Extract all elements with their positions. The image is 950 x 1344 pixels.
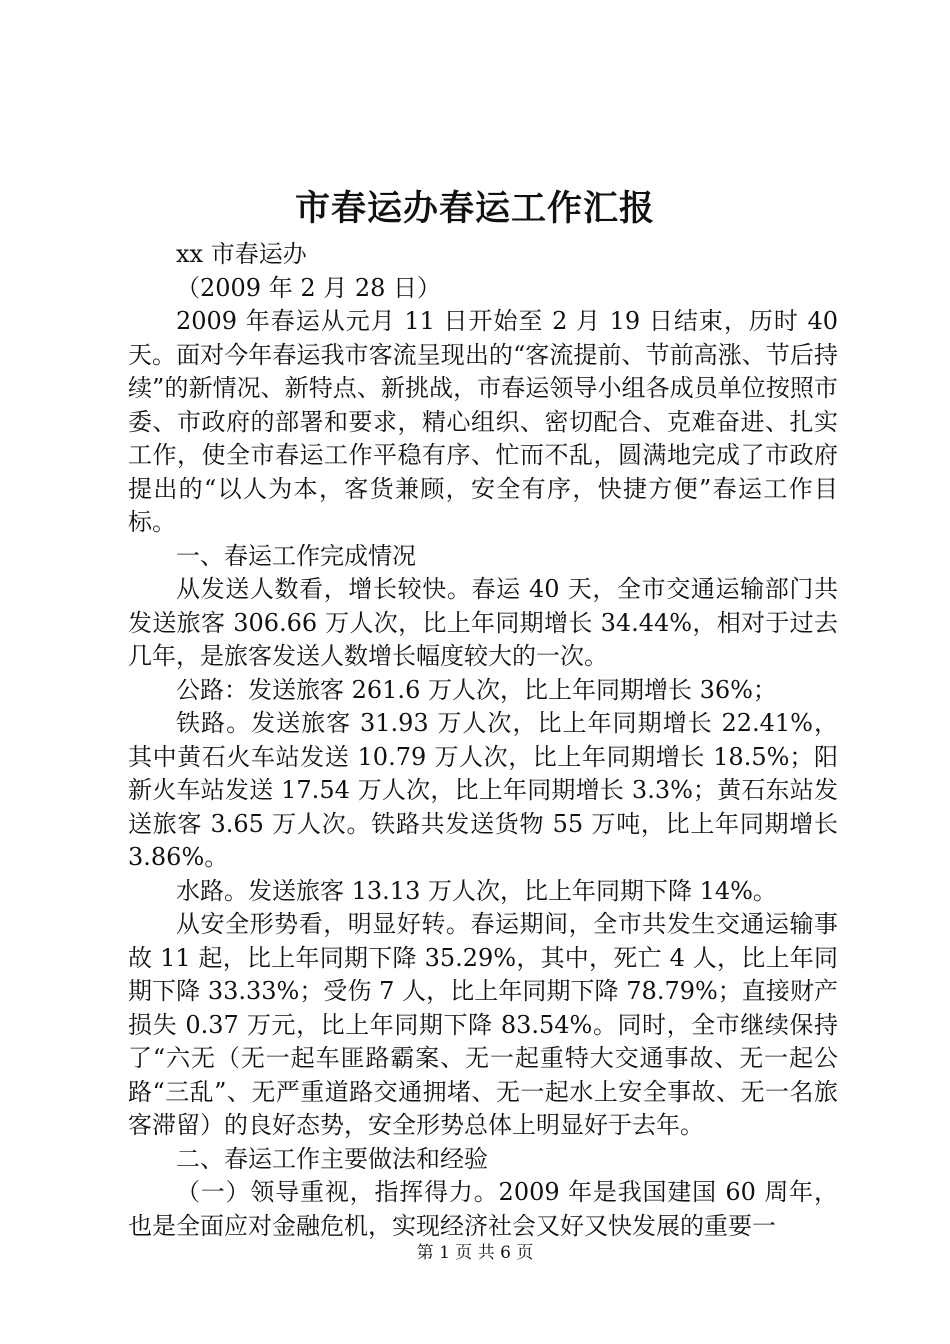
page-indicator: 第 1 页 共 6 页 [416, 1243, 534, 1263]
paragraph: 水路。发送旅客 13.13 万人次，比上年同期下降 14%。 [176, 876, 777, 905]
date-line: （2009 年 2 月 28 日） [176, 273, 442, 302]
paragraph: 公路：发送旅客 261.6 万人次，比上年同期增长 36%； [176, 675, 777, 704]
paragraph: 从安全形势看，明显好转。春运期间，全市共发生交通运输事故 11 起，比上年同期下降 35.29%，其中，死亡 4 人，比上年同期下降 33.33%；受伤 7 人，比上年同期下降 78.79%；直接财产损失 0.37 万元，比上年同期下降 83.54%。同时，全市继续保持了“六无（无一起车匪路霸案、无一起重特大交通事故、无一起公路“三乱”、无严重道路交通拥堵、无一起水上安全事故、无一名旅客滞留）的良好态势，安全形势总体上明显好于去年。 [128, 910, 838, 1139]
section-heading: 二、春运工作主要做法和经验 [176, 1144, 488, 1173]
document-title: 市春运办春运工作汇报 [294, 188, 655, 229]
paragraph: 铁路。发送旅客 31.93 万人次，比上年同期增长 22.41%，其中黄石火车站发送 10.79 万人次，比上年同期增长 18.5%；阳新火车站发送 17.54 万人次，比上年同期增长 3.3%；黄石东站发送旅客 3.65 万人次。铁路共发送货物 55 万吨，比上年同期增长 3.86%。 [128, 709, 838, 871]
paragraph: （一）领导重视，指挥得力。2009 年是我国建国 60 周年，也是全面应对金融危机，实现经济社会又好又快发展的重要一 [128, 1178, 838, 1240]
section-heading: 一、春运工作完成情况 [176, 541, 416, 570]
paragraph: 从发送人数看，增长较快。春运 40 天，全市交通运输部门共发送旅客 306.66 万人次，比上年同期增长 34.44%，相对于过去几年，是旅客发送人数增长幅度较大的一次。 [128, 575, 838, 670]
paragraph: 2009 年春运从元月 11 日开始至 2 月 19 日结束，历时 40 天。面对今年春运我市客流呈现出的“客流提前、节前高涨、节后持续”的新情况、新特点、新挑战，市春运领导小组各成员单位按照市委、市政府的部署和要求，精心组织、密切配合、克难奋进、扎实工作，使全市春运工作平稳有序、忙而不乱，圆满地完成了市政府提出的“以人为本，客货兼顾，安全有序，快捷方便”春运工作目标。 [128, 307, 838, 536]
document-body [128, 238, 838, 1243]
author-line: xx 市春运办 [176, 240, 307, 268]
